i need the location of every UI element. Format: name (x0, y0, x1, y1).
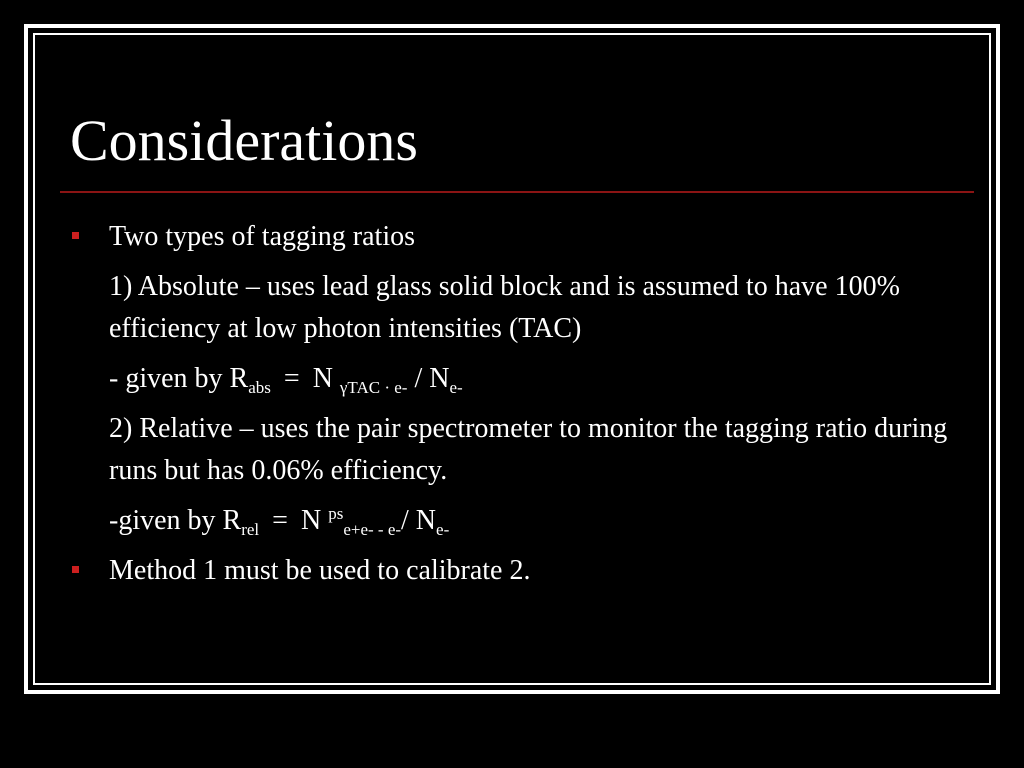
bullet-item-tagging-ratios (72, 216, 952, 258)
formula-prefix: - given by R (109, 363, 249, 394)
slide-body (72, 216, 952, 600)
formula-n-subscript: e+e- - e- (343, 520, 402, 539)
slide-title: Considerations (70, 108, 418, 173)
formula-equals: = (272, 505, 288, 536)
formula-divide-n: / N (414, 363, 450, 394)
formula-ne-subscript: e- (436, 520, 450, 539)
bullet-text: Two types of tagging ratios (109, 221, 415, 252)
formula-r-subscript: rel (241, 520, 260, 539)
formula-n: N (312, 363, 333, 394)
formula-ne-subscript: e- (449, 378, 463, 397)
relative-method-text: 2) Relative – uses the pair spectrometer to monitor the tagging ratio during runs but has 0.06% efficiency. (109, 413, 948, 486)
formula-divide-n: / N (401, 505, 437, 536)
square-bullet-icon (72, 232, 79, 239)
formula-n-subscript: γTAC · e- (339, 378, 408, 397)
bullet-item-calibration (72, 550, 952, 592)
bullet-text: Method 1 must be used to calibrate 2. (109, 555, 531, 586)
absolute-method-text: 1) Absolute – uses lead glass solid block and is assumed to have 100% efficiency at low photon intensities (TAC) (109, 271, 900, 344)
relative-formula (72, 500, 952, 542)
absolute-formula (72, 358, 952, 400)
formula-equals: = (283, 363, 300, 394)
formula-n-superscript: ps (328, 504, 344, 523)
formula-n: N (300, 505, 322, 536)
title-divider (60, 191, 974, 193)
formula-prefix: -given by R (109, 505, 242, 536)
square-bullet-icon (72, 566, 79, 573)
formula-r-subscript: abs (248, 378, 271, 397)
